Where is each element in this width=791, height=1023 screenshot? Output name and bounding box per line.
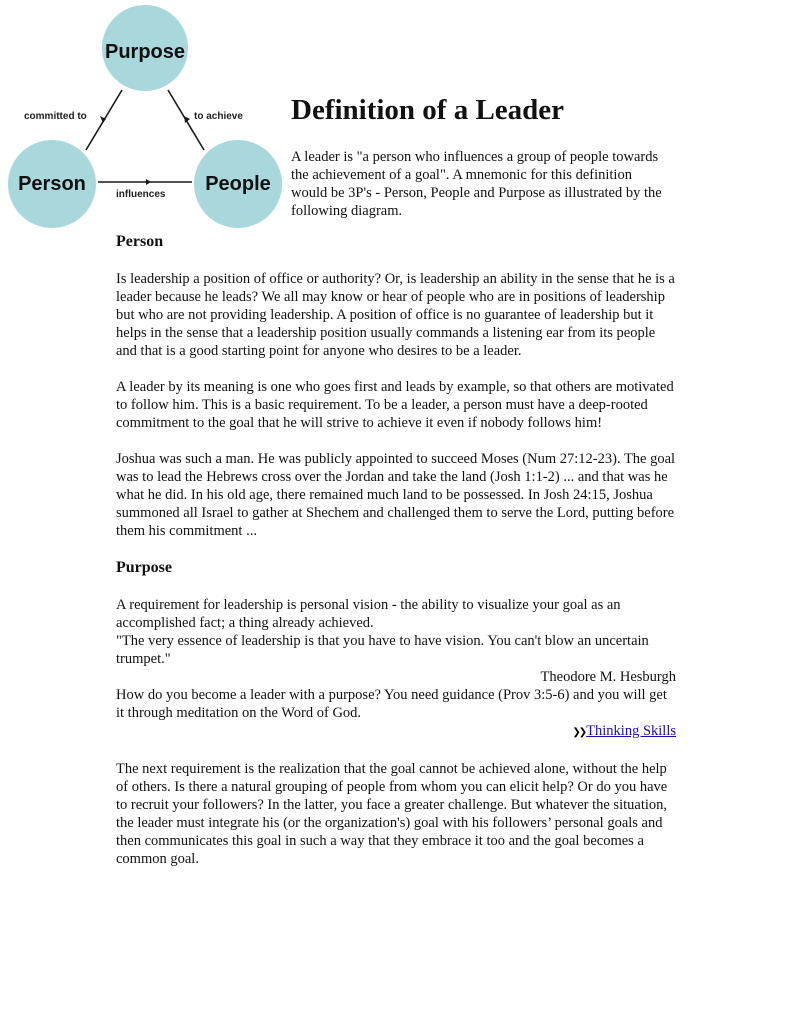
purpose-quote: "The very essence of leadership is that you have to have vision. You can't blow an uncertain trumpet." <box>116 633 649 667</box>
node-people-label: People <box>205 173 271 195</box>
main-content <box>116 232 676 868</box>
node-person <box>7 139 97 229</box>
person-heading: Person <box>116 233 164 250</box>
edge-label-influences: influences <box>116 189 166 200</box>
purpose-paragraph-3: The next requirement is the realization that the goal cannot be achieved alone, without the help of others. Is there a natural grouping of people from whom you can elicit help? Or do you have to recruit your followers? In the latter, you face a greater challenge. But whatever the situation, the leader must integrate his (or the organization's) goal with his followers’ personal goals and then communicates this goal in such a way that they embrace it too and the goal becomes a common goal. <box>116 761 668 867</box>
thinking-skills-link[interactable]: Thinking Skills <box>586 723 676 739</box>
edge-label-to-achieve: to achieve <box>194 111 243 122</box>
purpose-paragraph-1: A requirement for leadership is personal vision - the ability to visualize your goal as an accomplished fact; a thing already achieved. <box>116 597 621 631</box>
purpose-paragraph-2: How do you become a leader with a purpose? You need guidance (Prov 3:5-6) and you will get it through meditation on the Word of God. <box>116 687 667 721</box>
double-arrow-icon: ❯❯ <box>572 727 586 738</box>
person-paragraph-3: Joshua was such a man. He was publicly appointed to succeed Moses (Num 27:12-23). The goal was to lead the Hebrews cross over the Jordan and take the land (Josh 1:1-2) ... and that was he what he did. In his old age, there remained much land to be possessed. In Josh 24:15, Joshua summoned all Israel to gather at Shechem and challenged them to serve the Lord, putting before them his commitment ... <box>116 451 676 539</box>
page-title: Definition of a Leader <box>291 94 565 126</box>
node-people <box>193 139 283 229</box>
node-purpose-label: Purpose <box>104 41 186 63</box>
thinking-skills-link-line <box>116 722 676 742</box>
edge-label-committed-to: committed to <box>24 111 87 122</box>
quote-attribution: Theodore M. Hesburgh <box>540 669 676 685</box>
purpose-heading: Purpose <box>116 559 172 576</box>
person-paragraph-2: A leader by its meaning is one who goes first and leads by example, so that others are motivated to follow him. This is a basic requirement. To be a leader, a person must have a deep-rooted commitment to the goal that he will strive to achieve it even if nobody follows him! <box>116 379 674 431</box>
3p-diagram <box>0 0 290 232</box>
arrow-bottom-edge-icon <box>146 179 151 185</box>
node-purpose <box>101 4 189 92</box>
person-paragraph-1: Is leadership a position of office or authority? Or, is leadership an ability in the sense that he is a leader because he leads? We all may know or hear of people who are in positions of leadership but who are not providing leadership. A position of office is no guarantee of leadership but it helps in the sense that a leadership position usually commands a listening ear from its people and that is a good starting point for anyone who desires to be a leader. <box>116 271 675 359</box>
intro-paragraph: A leader is "a person who influences a group of people towards the achievement of a goal". A mnemonic for this definition would be 3P's - Person, People and Purpose as illustrated by the following diagram. <box>291 149 662 219</box>
node-person-label: Person <box>18 173 86 195</box>
